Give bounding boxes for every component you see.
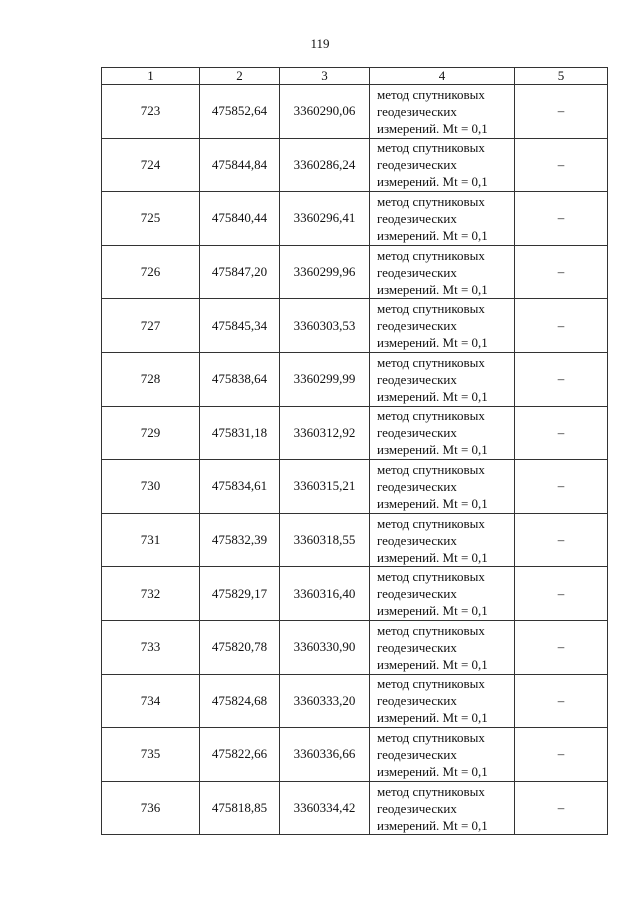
- method-line-1: метод спутниковых: [377, 569, 485, 585]
- column-5-cell: –: [515, 460, 608, 514]
- table-row: [102, 567, 608, 621]
- method-line-3: измерений. Mt = 0,1: [377, 120, 488, 136]
- point-number-cell: 725: [102, 192, 200, 246]
- column-header-2: 2: [200, 68, 280, 85]
- y-coordinate-cell: 3360333,20: [280, 674, 370, 728]
- y-coordinate-cell: 3360299,96: [280, 245, 370, 299]
- y-coordinate-cell: 3360316,40: [280, 567, 370, 621]
- column-header-1: 1: [102, 68, 200, 85]
- method-line-2: геодезических: [377, 210, 457, 226]
- method-line-1: метод спутниковых: [377, 408, 485, 424]
- method-cell: [370, 406, 515, 460]
- method-line-3: измерений. Mt = 0,1: [377, 763, 488, 779]
- method-line-2: геодезических: [377, 586, 457, 602]
- table-row: [102, 192, 608, 246]
- method-line-1: метод спутниковых: [377, 515, 485, 531]
- x-coordinate-cell: 475818,85: [200, 781, 280, 835]
- table-header-row: [102, 68, 608, 85]
- y-coordinate-cell: 3360334,42: [280, 781, 370, 835]
- method-line-1: метод спутниковых: [377, 301, 485, 317]
- method-line-2: геодезических: [377, 264, 457, 280]
- column-5-cell: –: [515, 245, 608, 299]
- method-line-3: измерений. Mt = 0,1: [377, 442, 488, 458]
- x-coordinate-cell: 475847,20: [200, 245, 280, 299]
- table-row: [102, 513, 608, 567]
- column-header-5: 5: [515, 68, 608, 85]
- point-number-cell: 730: [102, 460, 200, 514]
- column-5-cell: –: [515, 674, 608, 728]
- coordinates-table: [101, 67, 608, 835]
- column-5-cell: –: [515, 299, 608, 353]
- method-line-1: метод спутниковых: [377, 140, 485, 156]
- method-line-2: геодезических: [377, 532, 457, 548]
- method-line-1: метод спутниковых: [377, 354, 485, 370]
- method-line-3: измерений. Mt = 0,1: [377, 710, 488, 726]
- method-line-2: геодезических: [377, 371, 457, 387]
- column-5-cell: –: [515, 192, 608, 246]
- x-coordinate-cell: 475840,44: [200, 192, 280, 246]
- table-row: [102, 85, 608, 139]
- point-number-cell: 732: [102, 567, 200, 621]
- method-line-1: метод спутниковых: [377, 247, 485, 263]
- x-coordinate-cell: 475831,18: [200, 406, 280, 460]
- method-line-2: геодезических: [377, 318, 457, 334]
- point-number-cell: 735: [102, 728, 200, 782]
- column-5-cell: –: [515, 85, 608, 139]
- x-coordinate-cell: 475852,64: [200, 85, 280, 139]
- table-row: [102, 406, 608, 460]
- column-5-cell: –: [515, 567, 608, 621]
- table-row: [102, 245, 608, 299]
- x-coordinate-cell: 475834,61: [200, 460, 280, 514]
- y-coordinate-cell: 3360290,06: [280, 85, 370, 139]
- column-5-cell: –: [515, 728, 608, 782]
- column-header-3: 3: [280, 68, 370, 85]
- method-line-3: измерений. Mt = 0,1: [377, 603, 488, 619]
- point-number-cell: 734: [102, 674, 200, 728]
- x-coordinate-cell: 475820,78: [200, 620, 280, 674]
- x-coordinate-cell: 475845,34: [200, 299, 280, 353]
- x-coordinate-cell: 475822,66: [200, 728, 280, 782]
- table-row: [102, 674, 608, 728]
- method-cell: [370, 352, 515, 406]
- column-5-cell: –: [515, 138, 608, 192]
- point-number-cell: 731: [102, 513, 200, 567]
- method-cell: [370, 460, 515, 514]
- y-coordinate-cell: 3360296,41: [280, 192, 370, 246]
- method-line-3: измерений. Mt = 0,1: [377, 227, 488, 243]
- column-5-cell: –: [515, 513, 608, 567]
- method-line-1: метод спутниковых: [377, 729, 485, 745]
- method-cell: [370, 620, 515, 674]
- method-cell: [370, 138, 515, 192]
- column-header-4: 4: [370, 68, 515, 85]
- page-number: 119: [310, 36, 330, 51]
- x-coordinate-cell: 475824,68: [200, 674, 280, 728]
- table-row: [102, 728, 608, 782]
- method-line-3: измерений. Mt = 0,1: [377, 335, 488, 351]
- x-coordinate-cell: 475838,64: [200, 352, 280, 406]
- method-line-2: геодезических: [377, 639, 457, 655]
- y-coordinate-cell: 3360286,24: [280, 138, 370, 192]
- method-cell: [370, 85, 515, 139]
- method-line-3: измерений. Mt = 0,1: [377, 817, 488, 833]
- method-cell: [370, 513, 515, 567]
- column-5-cell: –: [515, 352, 608, 406]
- x-coordinate-cell: 475844,84: [200, 138, 280, 192]
- method-cell: [370, 728, 515, 782]
- table-row: [102, 781, 608, 835]
- x-coordinate-cell: 475829,17: [200, 567, 280, 621]
- column-5-cell: –: [515, 781, 608, 835]
- method-line-2: геодезических: [377, 103, 457, 119]
- point-number-cell: 736: [102, 781, 200, 835]
- point-number-cell: 729: [102, 406, 200, 460]
- method-line-2: геодезических: [377, 693, 457, 709]
- table-body: [102, 85, 608, 835]
- point-number-cell: 733: [102, 620, 200, 674]
- method-line-3: измерений. Mt = 0,1: [377, 495, 488, 511]
- y-coordinate-cell: 3360312,92: [280, 406, 370, 460]
- y-coordinate-cell: 3360318,55: [280, 513, 370, 567]
- method-line-1: метод спутниковых: [377, 676, 485, 692]
- method-cell: [370, 567, 515, 621]
- point-number-cell: 728: [102, 352, 200, 406]
- method-cell: [370, 299, 515, 353]
- y-coordinate-cell: 3360315,21: [280, 460, 370, 514]
- x-coordinate-cell: 475832,39: [200, 513, 280, 567]
- column-5-cell: –: [515, 620, 608, 674]
- method-line-1: метод спутниковых: [377, 461, 485, 477]
- method-line-3: измерений. Mt = 0,1: [377, 174, 488, 190]
- method-line-1: метод спутниковых: [377, 783, 485, 799]
- method-cell: [370, 192, 515, 246]
- table-row: [102, 460, 608, 514]
- method-line-2: геодезических: [377, 157, 457, 173]
- method-line-2: геодезических: [377, 800, 457, 816]
- method-cell: [370, 674, 515, 728]
- method-line-1: метод спутниковых: [377, 622, 485, 638]
- table-row: [102, 138, 608, 192]
- method-line-3: измерений. Mt = 0,1: [377, 549, 488, 565]
- point-number-cell: 724: [102, 138, 200, 192]
- method-cell: [370, 245, 515, 299]
- table-row: [102, 620, 608, 674]
- method-line-3: измерений. Mt = 0,1: [377, 388, 488, 404]
- method-cell: [370, 781, 515, 835]
- table-row: [102, 299, 608, 353]
- point-number-cell: 723: [102, 85, 200, 139]
- method-line-2: геодезических: [377, 478, 457, 494]
- method-line-1: метод спутниковых: [377, 86, 485, 102]
- y-coordinate-cell: 3360330,90: [280, 620, 370, 674]
- y-coordinate-cell: 3360299,99: [280, 352, 370, 406]
- method-line-2: геодезических: [377, 425, 457, 441]
- method-line-2: геодезических: [377, 746, 457, 762]
- point-number-cell: 727: [102, 299, 200, 353]
- y-coordinate-cell: 3360336,66: [280, 728, 370, 782]
- y-coordinate-cell: 3360303,53: [280, 299, 370, 353]
- method-line-3: измерений. Mt = 0,1: [377, 656, 488, 672]
- column-5-cell: –: [515, 406, 608, 460]
- method-line-1: метод спутниковых: [377, 193, 485, 209]
- table-row: [102, 352, 608, 406]
- point-number-cell: 726: [102, 245, 200, 299]
- method-line-3: измерений. Mt = 0,1: [377, 281, 488, 297]
